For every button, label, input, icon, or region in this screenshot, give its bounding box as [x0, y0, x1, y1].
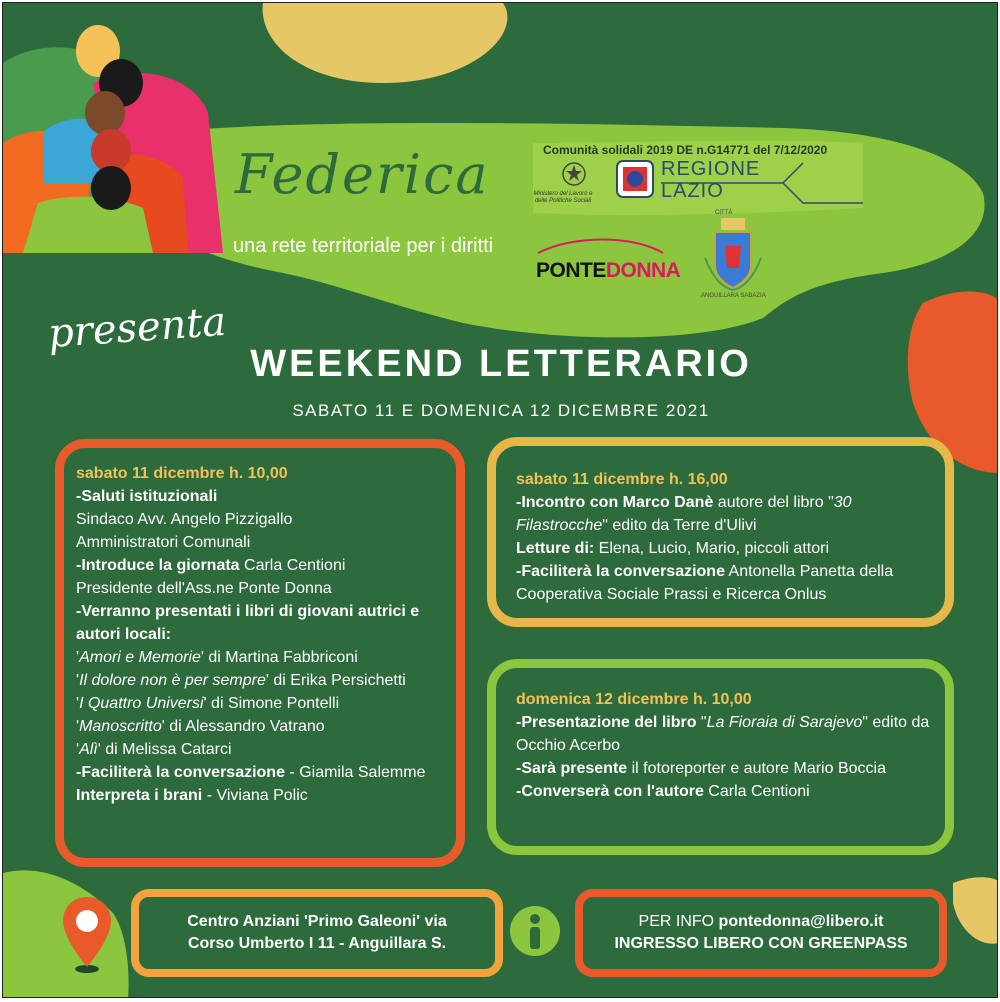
book-item: 'I Quattro Universi' di Simone Pontelli — [76, 695, 340, 712]
book-item: 'Il dolore non è per sempre' di Erika Persichetti — [76, 672, 406, 689]
ministry-text: Ministero del Lavoro e delle Politiche Sociali — [533, 191, 593, 204]
book-item: 'Amori e Memorie' di Martina Fabbriconi — [76, 649, 358, 666]
anguillara-crest-icon — [703, 218, 763, 293]
brand-subtitle: una rete territoriale per i diritti — [233, 235, 494, 257]
location-pin-icon — [61, 895, 113, 975]
citta-label: CITTÀ — [715, 210, 733, 216]
presenta-label: presenta — [46, 298, 228, 358]
program-box-sunday: domenica 12 dicembre h. 10,00 -Presentazione del libro "La Fioraia di Sarajevo" edito da Occhio Acerbo -Sarà presente il fotoreporter e autore Mario Boccia -Converserà con l'autore Carla Centioni — [487, 659, 954, 855]
brand-title: Federica — [235, 143, 490, 206]
book-item: 'Alì' di Melissa Catarci — [76, 741, 232, 758]
box-heading: sabato 11 dicembre h. 16,00 — [516, 471, 728, 488]
info-email[interactable]: pontedonna@libero.it — [718, 913, 884, 930]
info-icon — [509, 905, 561, 957]
box-heading: sabato 11 dicembre h. 10,00 — [76, 465, 288, 482]
location-line: Centro Anziani 'Primo Galeoni' via — [187, 913, 447, 930]
location-line: Corso Umberto I 11 - Anguillara S. — [187, 935, 447, 952]
ponte-donna-logo: PONTEDONNA — [536, 259, 681, 282]
citta-name: ANGUILLARA SABAZIA — [701, 293, 766, 299]
info-box: PER INFO pontedonna@libero.it INGRESSO LIBERO CON GREENPASS — [575, 889, 947, 977]
event-dates: SABATO 11 E DOMENICA 12 DICEMBRE 2021 — [292, 401, 710, 420]
women-illustration — [3, 25, 223, 253]
event-title: WEEKEND LETTERARIO — [250, 343, 752, 385]
location-box — [131, 889, 503, 977]
box-heading: domenica 12 dicembre h. 10,00 — [516, 691, 752, 708]
program-box-saturday-morning: sabato 11 dicembre h. 10,00 -Saluti istituzionali Sindaco Avv. Angelo Pizzigallo Amministratori Comunali -Introduce la giornata Carla Centioni Presidente dell'Ass.ne Ponte Donna -Verranno presentati i libri di giovani autrici e autori locali: 'Amori e Memorie' di Martina Fabbriconi 'Il dolore non è per sempre' di Erika Persichetti 'I Quattro Universi' di Simone Pontelli 'Manoscritto' di Alessandro Vatrano 'Alì' di Melissa Catarci -Faciliterà la conversazione - Giamila Salemme Interpreta i brani - Viviana Polic — [55, 439, 465, 867]
lazio-crest-icon — [613, 157, 657, 201]
italian-emblem-icon — [559, 159, 589, 189]
funding-text: Comunità solidali 2019 DE n.G14771 del 7/12/2020 — [543, 143, 828, 157]
book-item: 'Manoscritto' di Alessandro Vatrano — [76, 718, 325, 735]
regione-lazio-label: REGIONE LAZIO — [661, 158, 761, 202]
program-box-saturday-afternoon: sabato 11 dicembre h. 16,00 -Incontro con Marco Danè autore del libro "30 Filastrocche" edito da Terre d'Ulivi Letture di: Elena, Lucio, Mario, piccoli attori -Faciliterà la conversazione Antonella Panetta della Cooperativa Sociale Prassi e Ricerca Onlus — [487, 437, 954, 627]
poster — [2, 2, 998, 998]
